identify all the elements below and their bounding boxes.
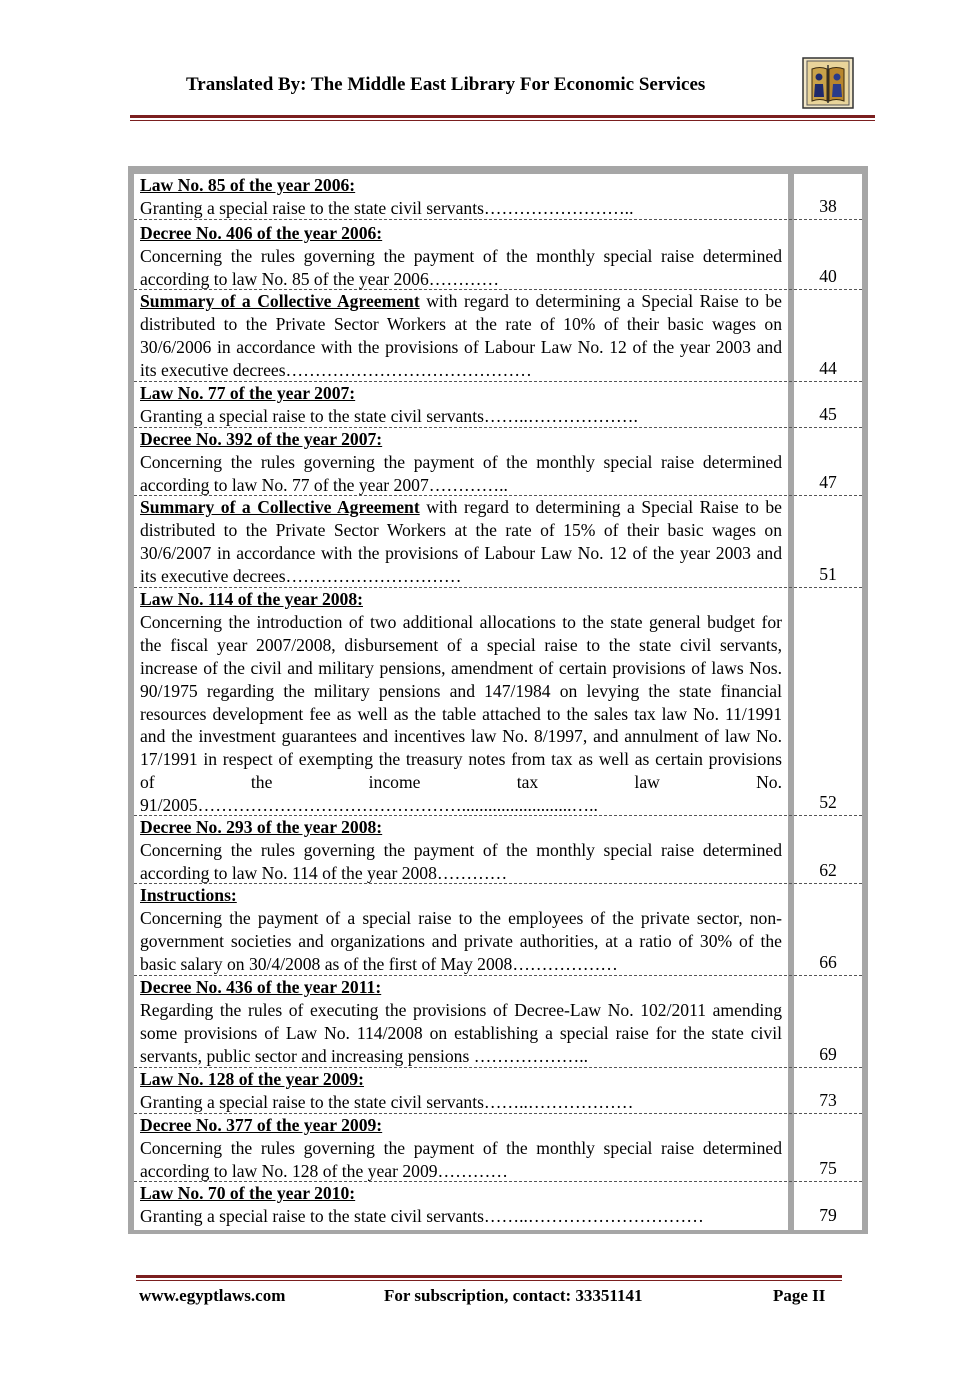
- toc-entry-text: [140, 290, 782, 382]
- toc-entry-page-number: 45: [819, 404, 837, 425]
- toc-entry-heading: Decree No. 377 of the year 2009:: [140, 1115, 383, 1135]
- toc-entry: [134, 1182, 862, 1228]
- footer-subscription: For subscription, contact: 33351141: [384, 1286, 643, 1305]
- toc-entry-description: Concerning the rules governing the payment of the monthly special raise determined according to law No. 77 of the year 2007…………..: [140, 451, 782, 495]
- toc-entry: [134, 1114, 862, 1182]
- header-rule-thin: [130, 120, 875, 121]
- header-rule: [130, 115, 875, 118]
- toc-entry: [134, 496, 862, 588]
- toc-entry-description: Concerning the payment of a special raise to the employees of the private sector, non-government societies and organizations and private authorities, at a ratio of 30% of the basic salary on 30/4/2008 as of the first of May 2008………………: [140, 907, 782, 974]
- toc-entry: [134, 816, 862, 884]
- toc-entry-page-number: 51: [819, 564, 837, 585]
- toc-entry-page-number: 73: [819, 1090, 837, 1111]
- toc-entry-heading: Law No. 85 of the year 2006:: [140, 175, 356, 195]
- toc-entry-text: [140, 496, 782, 588]
- toc-entry: [134, 222, 862, 290]
- toc-entry-text: [140, 174, 782, 220]
- toc-entry-description: with regard to determining a Special Raise to be distributed to the Private Sector Workers at the rate of 10% of their basic wages on 30/6/2006 in accordance with the provisions of Labour Law No. 12 of the year 2003 and its executive decrees……………………………………: [140, 291, 782, 380]
- toc-entry-page-number: 62: [819, 860, 837, 881]
- toc-entry-heading: Law No. 70 of the year 2010:: [140, 1183, 356, 1203]
- toc-entry-text: [140, 222, 782, 291]
- toc-entry-page-number: 44: [819, 358, 837, 379]
- toc-entry-page-number: 69: [819, 1044, 837, 1065]
- toc-entry: [134, 976, 862, 1068]
- toc-entry-text: [140, 428, 782, 497]
- toc-entry-heading: Decree No. 436 of the year 2011:: [140, 977, 382, 997]
- toc-entry-page-number: 79: [819, 1205, 837, 1226]
- toc-entry-page-number: 47: [819, 472, 837, 493]
- toc-entry-description: Concerning the rules governing the payment of the monthly special raise determined according to law No. 85 of the year 2006…………: [140, 245, 782, 289]
- toc-entry-heading: Law No. 128 of the year 2009:: [140, 1069, 364, 1089]
- toc-entry-description: Granting a special raise to the state civil servants……..……………….: [140, 405, 638, 426]
- toc-entry-description: with regard to determining a Special Raise to be distributed to the Private Sector Workers at the rate of 15% of their basic wages on 30/6/2007 in accordance with the provisions of Labour Law No. 12 of the year 2003 and its executive decrees…………………………: [140, 497, 782, 586]
- toc-entry-text: [140, 816, 782, 885]
- toc-entry-heading: Decree No. 293 of the year 2008:: [140, 817, 383, 837]
- toc-entry-page-number: 52: [819, 792, 837, 813]
- toc-entry-description: Regarding the rules of executing the provisions of Decree-Law No. 102/2011 amending some provisions of Law No. 114/2008 on establishing a special raise for the state civil servants, public sector and increasing pensions ………………..: [140, 999, 782, 1066]
- toc-entry: [134, 884, 862, 976]
- toc-entry-text: [140, 1114, 782, 1183]
- toc-entry-description: Concerning the introduction of two additional allocations to the state general budget for the fiscal year 2007/2008, disbursement of a special raise to the state civil servants, increase of the civil and military pensions, amendment of certain provisions of laws Nos. 90/1975 regarding the military pensions and 147/1984 on levying the state financial resources development fee as well as the table attached to the sales tax law No. 11/1991 and the investment guarantees and incentives law No. 8/1997, and annulment of law No. 17/1991 in respect of exempting the treasury notes from tax as well as certain provisions of the income tax law No. 91/2005……………………………………….........................…..: [140, 611, 782, 816]
- toc-entry: [134, 382, 862, 428]
- toc-entry-heading: Instructions:: [140, 885, 237, 905]
- toc-entry: [134, 174, 862, 220]
- toc-entry-page-number: 66: [819, 952, 837, 973]
- toc-entry-text: [140, 976, 782, 1068]
- toc-entry-heading: Law No. 77 of the year 2007:: [140, 383, 356, 403]
- toc-entry: [134, 588, 862, 816]
- toc-entry-text: [140, 588, 782, 817]
- toc-entry-heading: Decree No. 392 of the year 2007:: [140, 429, 383, 449]
- toc-entry-page-number: 75: [819, 1158, 837, 1179]
- toc-entry: [134, 428, 862, 496]
- toc-entry-heading: Summary of a Collective Agreement: [140, 291, 420, 311]
- footer-rule: [136, 1275, 842, 1278]
- toc-entry: [134, 290, 862, 382]
- footer-rule-thin: [136, 1280, 842, 1281]
- toc-entry-description: Granting a special raise to the state civil servants……..…………………………: [140, 1205, 704, 1226]
- toc-entry-text: [140, 382, 782, 428]
- toc-entry-text: [140, 884, 782, 976]
- toc-entry-heading: Law No. 114 of the year 2008:: [140, 589, 363, 609]
- header-title: Translated By: The Middle East Library For Economic Services: [186, 74, 706, 95]
- footer-page-number: Page II: [773, 1286, 826, 1305]
- library-logo-icon: [802, 57, 854, 109]
- toc-entry-text: [140, 1182, 782, 1228]
- toc-entry-description: Granting a special raise to the state civil servants……………………..: [140, 197, 634, 218]
- toc-entry-description: Concerning the rules governing the payment of the monthly special raise determined according to law No. 128 of the year 2009…………: [140, 1137, 782, 1181]
- toc-entry-description: Concerning the rules governing the payment of the monthly special raise determined according to law No. 114 of the year 2008…………: [140, 839, 782, 883]
- toc-entry-page-number: 40: [819, 266, 837, 287]
- toc-entry-page-number: 38: [819, 196, 837, 217]
- toc-entry-heading: Decree No. 406 of the year 2006:: [140, 223, 383, 243]
- toc-entry-description: Granting a special raise to the state civil servants……..………………: [140, 1091, 634, 1112]
- footer-website: www.egyptlaws.com: [139, 1286, 286, 1305]
- toc-entry-heading: Summary of a Collective Agreement: [140, 497, 420, 517]
- toc-entry-text: [140, 1068, 782, 1114]
- toc-entry: [134, 1068, 862, 1114]
